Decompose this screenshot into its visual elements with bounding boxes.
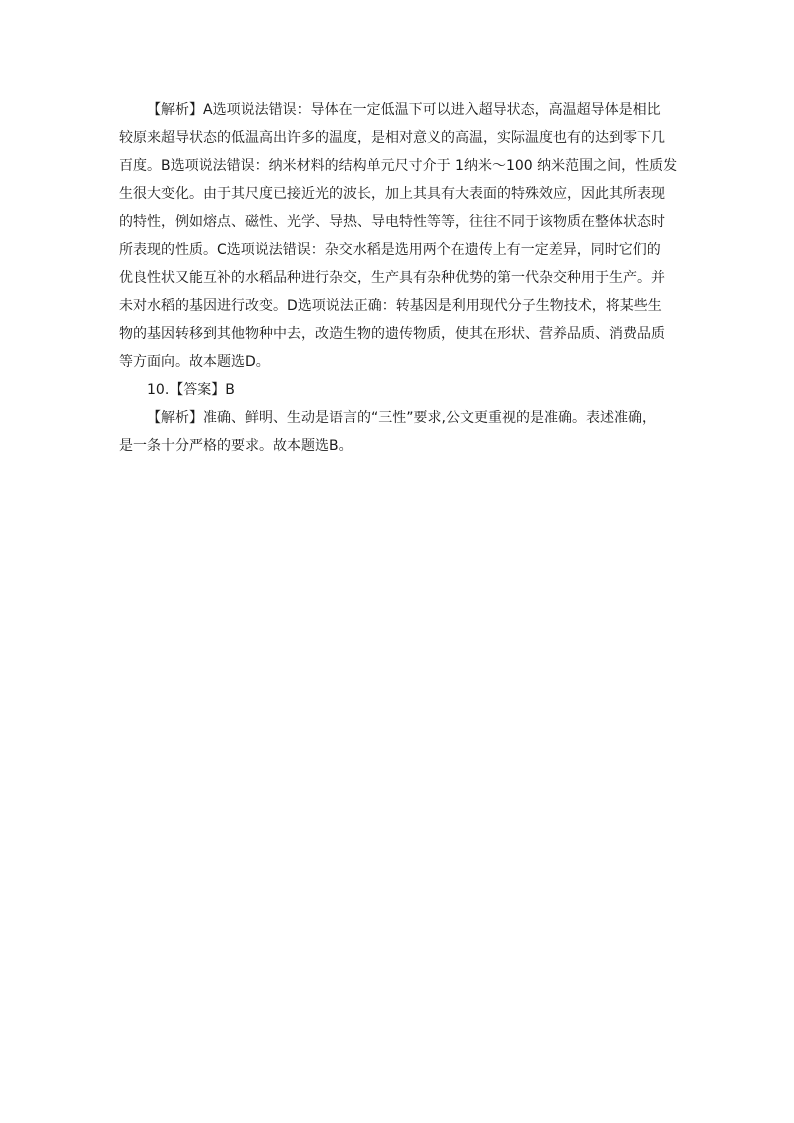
text-line: 生很大变化。由于其尺度已接近光的波长，加上其具有大表面的特殊效应，因此其所表现	[119, 186, 665, 202]
analysis-paragraph-9	[119, 96, 679, 376]
text-line: 优良性状又能互补的水稻品种进行杂交，生产具有杂种优势的第一代杂交种用于生产。并	[119, 270, 665, 286]
text-line: 等方面向。故本题选D。	[119, 354, 270, 370]
answer-10: 10.【答案】B	[147, 382, 235, 398]
analysis-paragraph-10	[119, 404, 679, 460]
document-body	[119, 96, 679, 460]
text-line: 百度。B选项说法错误：纳米材料的结构单元尺寸介于 1纳米～100 纳米范围之间，性质发	[119, 158, 678, 174]
text-line: 物的基因转移到其他物种中去，改造生物的遗传物质，使其在形状、营养品质、消费品质	[119, 326, 665, 342]
text-line: 所表现的性质。C选项说法错误：杂交水稻是选用两个在遗传上有一定差异，同时它们的	[119, 242, 661, 258]
text-line: 【解析】A选项说法错误：导体在一定低温下可以进入超导状态，高温超导体是相比	[147, 102, 661, 118]
text-line: 的特性，例如熔点、磁性、光学、导热、导电特性等等，往往不同于该物质在整体状态时	[119, 214, 665, 230]
text-line: 较原来超导状态的低温高出许多的温度，是相对意义的高温，实际温度也有的达到零下几	[119, 130, 665, 146]
text-line: 未对水稻的基因进行改变。D选项说法正确：转基因是利用现代分子生物技术，将某些生	[119, 298, 662, 314]
text-line: 【解析】准确、鲜明、生动是语言的“三性”要求,公文更重视的是准确。表述准确，	[147, 410, 656, 426]
text-line: 是一条十分严格的要求。故本题选B。	[119, 438, 353, 454]
